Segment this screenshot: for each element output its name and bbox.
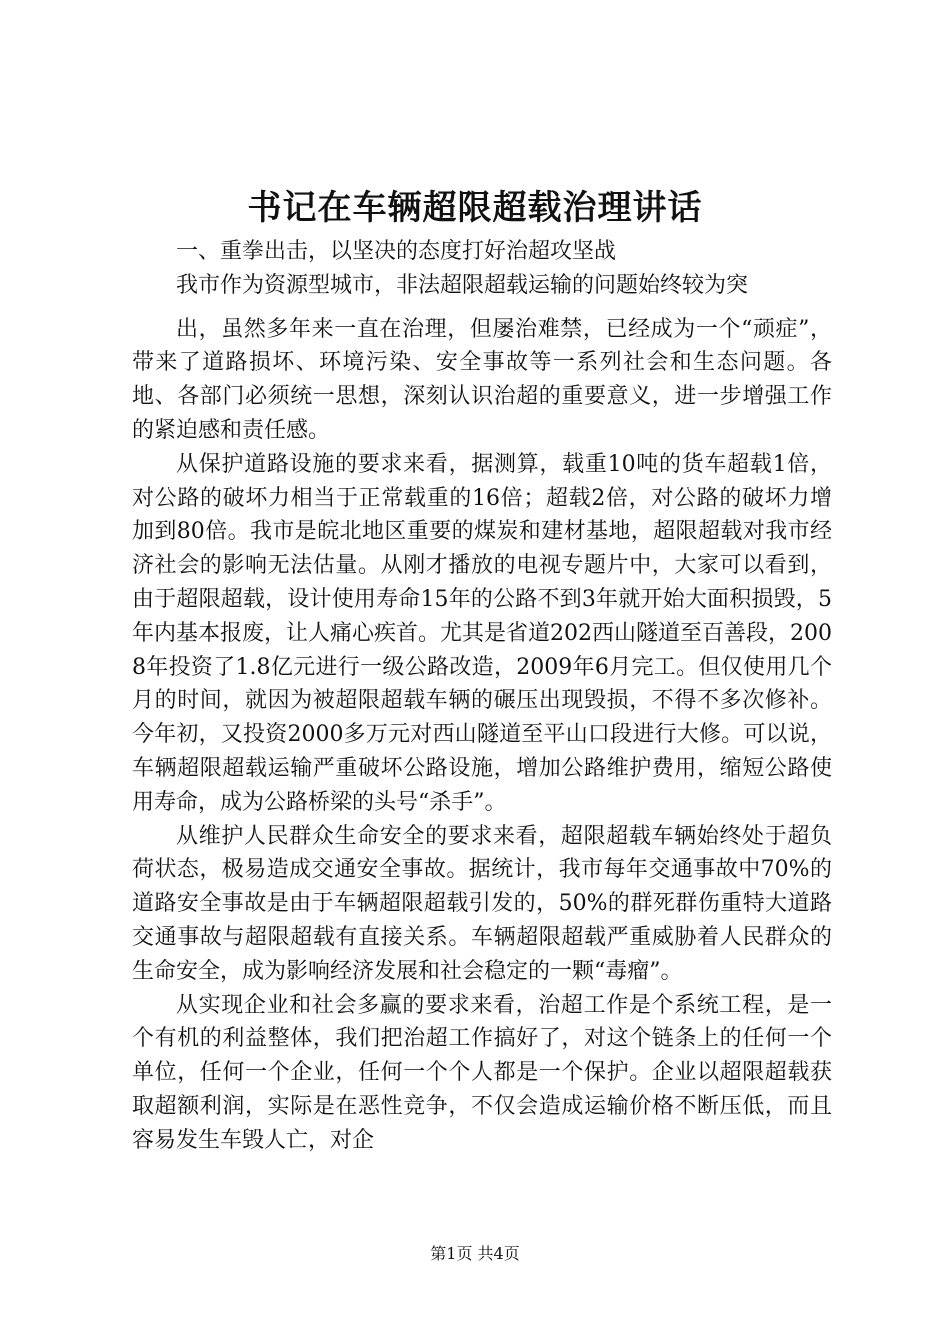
document-title: 书记在车辆超限超载治理讲话 <box>247 188 703 228</box>
section-heading: 一、重拳出击，以坚决的态度打好治超攻坚战 <box>176 239 617 264</box>
paragraph: 从实现企业和社会多赢的要求来看，治超工作是个系统工程，是一个有机的利益整体，我们把治超工作搞好了，对这个链条上的任何一个单位，任何一个企业，任何一个个人都是一个保护。企业以超限超载获取超额利润，实际是在恶性竞争，不仅会造成运输价格不断压低，而且容易发生车毁人亡，对企 <box>132 992 832 1153</box>
paragraph: 从维护人民群众生命安全的要求来看，超限超载车辆始终处于超负荷状态，极易造成交通安全事故。据统计，我市每年交通事故中70%的道路安全事故是由于车辆超限超载引发的，50%的群死群伤重特大道路交通事故与超限超载有直接关系。车辆超限超载严重威胁着人民群众的生命安全，成为影响经济发展和社会稳定的一颗“毒瘤”。 <box>132 823 832 984</box>
paragraph: 从保护道路设施的要求来看，据测算，载重10吨的货车超载1倍，对公路的破坏力相当于正常载重的16倍；超载2倍，对公路的破坏力增加到80倍。我市是皖北地区重要的煤炭和建材基地，超限超载对我市经济社会的影响无法估量。从刚才播放的电视专题片中，大家可以看到，由于超限超载，设计使用寿命15年的公路不到3年就开始大面积损毁，5年内基本报废，让人痛心疾首。尤其是省道202西山隧道至百善段，2008年投资了1.8亿元进行一级公路改造，2009年6月完工。但仅使用几个月的时间，就因为被超限超载车辆的碾压出现毁损，不得不多次修补。今年初，又投资2000多万元对西山隧道至平山口段进行大修。可以说，车辆超限超载运输严重破坏公路设施，增加公路维护费用，缩短公路使用寿命，成为公路桥梁的头号“杀手”。 <box>132 451 832 815</box>
paragraph: 出，虽然多年来一直在治理，但屡治难禁，已经成为一个“顽症”，带来了道路损坏、环境污染、安全事故等一系列社会和生态问题。各地、各部门必须统一思想，深刻认识治超的重要意义，进一步增强工作的紧迫感和责任感。 <box>132 316 832 443</box>
document-body <box>132 235 832 1158</box>
page-number: 第1页 共4页 <box>430 1244 520 1263</box>
paragraph: 我市作为资源型城市，非法超限超载运输的问题始终较为突 <box>176 272 749 298</box>
